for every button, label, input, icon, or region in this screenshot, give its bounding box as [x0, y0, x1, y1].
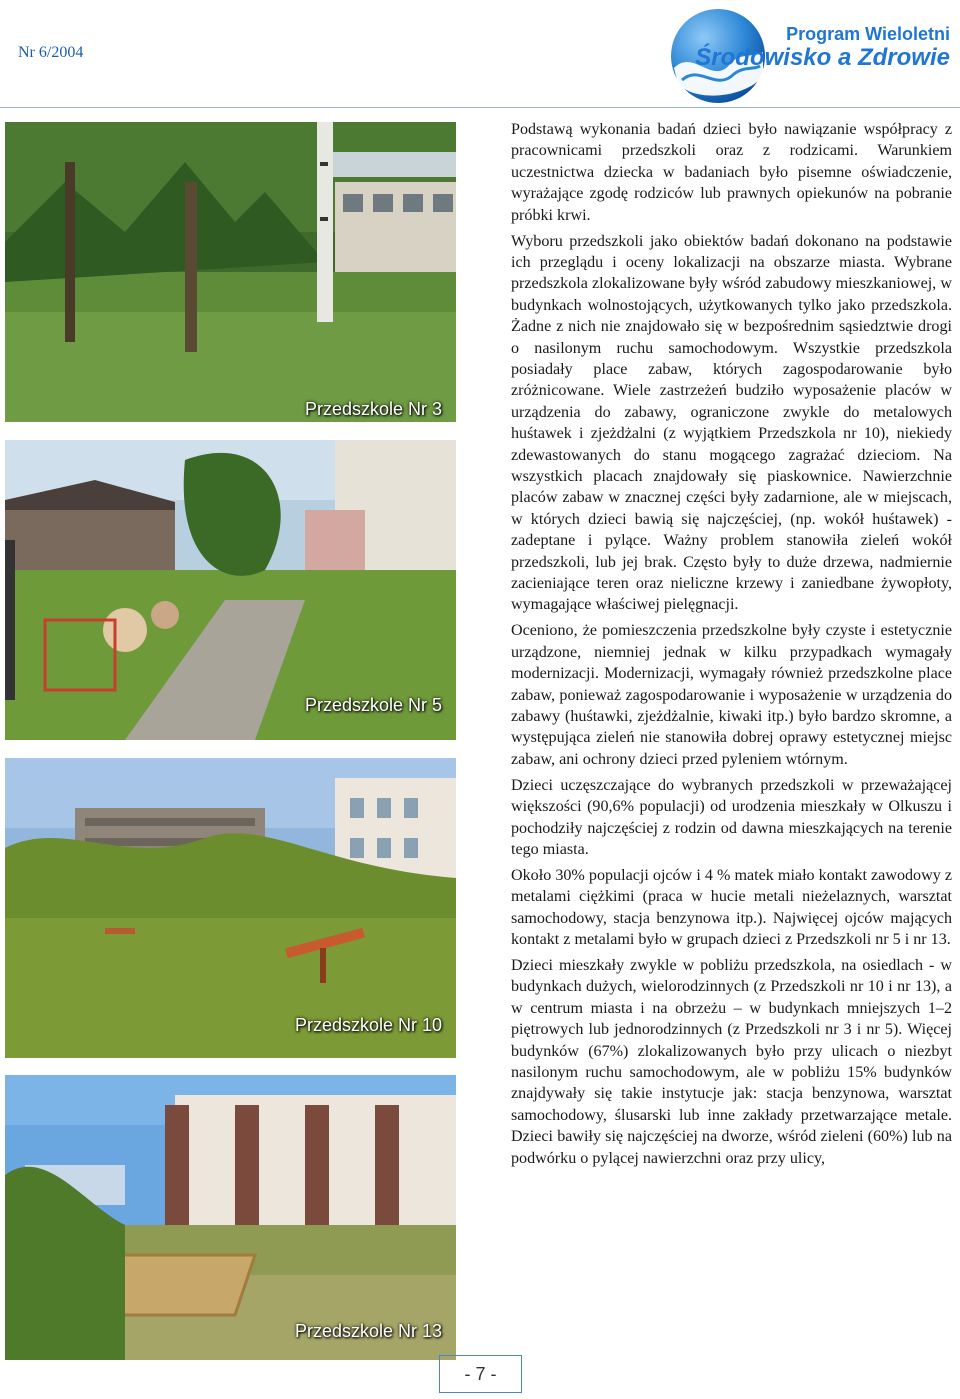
photo-przedszkole-3 — [5, 122, 456, 422]
photo-caption: Przedszkole Nr 13 — [294, 1321, 442, 1341]
page-number: - 7 - — [439, 1355, 522, 1393]
program-subtitle: Środowisko a Zdrowie — [695, 44, 950, 71]
paragraph: Około 30% populacji ojców i 4 % matek miało kontakt zawodowy z metalami ciężkimi (praca w hucie metali nieżelaznych, warsztat samochodowy, stacja benzynowa itp.). Najwięcej ojców mających kontakt z metalami było w grupach dzieci z Przedszkoli nr 5 i nr 13. — [511, 866, 952, 949]
paragraph: Oceniono, że pomieszczenia przedszkolne były czyste i estetycznie urządzone, niemniej jednak w kilku przypadkach wymagały modernizacji. Modernizacji, wymagały również przedszkolne place zabaw, ponieważ zagospodarowanie i wyposażenie w urządzenia do zabawy (huśtawki, zjeżdżalnie, kiwaki itp.) było bardzo skromne, a występująca zieleń nie stanowiła dobrej oprawy estetycznej miejsc zabaw, ani ochrony dzieci przed pyleniem wtórnym. — [511, 622, 952, 768]
issue-number: Nr 6/2004 — [18, 44, 84, 61]
paragraph: Wyboru przedszkoli jako obiektów badań dokonano na podstawie ich przeglądu i oceny lokalizacji na obszarze miasta. Wybrane przedszkola zlokalizowane były wśród zabudowy mieszkaniowej, w budynkach wolnostojących, użytkowanych tylko jako przedszkola. Żadne z nich nie znajdowało się w bezpośrednim sąsiedztwie drogi o nasilonym ruchu samochodowym. Wszystkie przedszkola posiadały place zabaw, których zagospodarowanie było zróżnicowane. Wiele zastrzeżeń budziło wyposażenie placów w urządzenia do zabawy, ograniczone zwykle do metalowych huśtawek i zjeżdżalni (z wyjątkiem Przedszkola nr 10), niekiedy zdewastowanych do stanu mogącego zagrażać dzieciom. Na wszystkich placach znajdowały się piaskownice. Nawierzchnie placów zabaw w znacznej części były zadarnione, ale w miejscach, w których dzieci bawią się najczęściej, (np. wokół huśtawek) - zadeptane i pylące. Ważny problem stanowiła zieleń wokół przedszkoli, lub jej brak. Często były to duże drzewa, nadmiernie zacieniające teren oraz nieliczne krzewy i zaniedbane żywopłoty, wymagające właściwej pielęgnacji. — [511, 232, 952, 614]
photo-przedszkole-13 — [5, 1075, 456, 1360]
program-title: Program Wieloletni — [786, 24, 950, 44]
photo-caption: Przedszkole Nr 3 — [304, 399, 442, 419]
photo-caption: Przedszkole Nr 10 — [294, 1015, 442, 1035]
paragraph: Dzieci uczęszczające do wybranych przedszkoli w przeważającej większości (90,6% populacji) od urodzenia mieszkały w Olkuszu i pochodziły najczęściej z rodzin od dawna mieszkających na terenie tego miasta. — [511, 776, 952, 858]
photo-caption: Przedszkole Nr 5 — [304, 695, 442, 715]
article-body — [511, 119, 952, 1174]
paragraph: Dzieci mieszkały zwykle w pobliżu przedszkola, na osiedlach - w budynkach dużych, wielorodzinnych (z Przedszkoli nr 10 i nr 13), a w centrum miasta i na obrzeżu – w budynkach mniejszych 1–2 piętrowych lub jednorodzinnych (z Przedszkoli nr 3 i nr 5). Więcej budynków (67%) zlokalizowanych było przy ulicach o niezbyt nasilonym ruchu samochodowym, ale w pobliżu 15% budynków znajdywały się takie instytucje jak: stacja benzynowa, warsztat samochodowy, ślusarski lub inne zakłady przetwarzające metale. Dzieci bawiły się najczęściej na dworze, wśród zieleni (60%) lub na podwórku o pylącej nawierzchni oraz przy ulicy, — [511, 956, 952, 1167]
header-divider — [0, 107, 960, 108]
paragraph: Podstawą wykonania badań dzieci było nawiązanie współpracy z pracownicami przedszkoli oraz z rodzicami. Warunkiem uczestnictwa dziecka w badaniach było pisemne oświadczenie, wyrażające zgodę rodziców lub prawnych opiekunów na pobranie próbki krwi. — [511, 121, 952, 224]
photo-przedszkole-5 — [5, 440, 456, 740]
photo-przedszkole-10 — [5, 758, 456, 1058]
